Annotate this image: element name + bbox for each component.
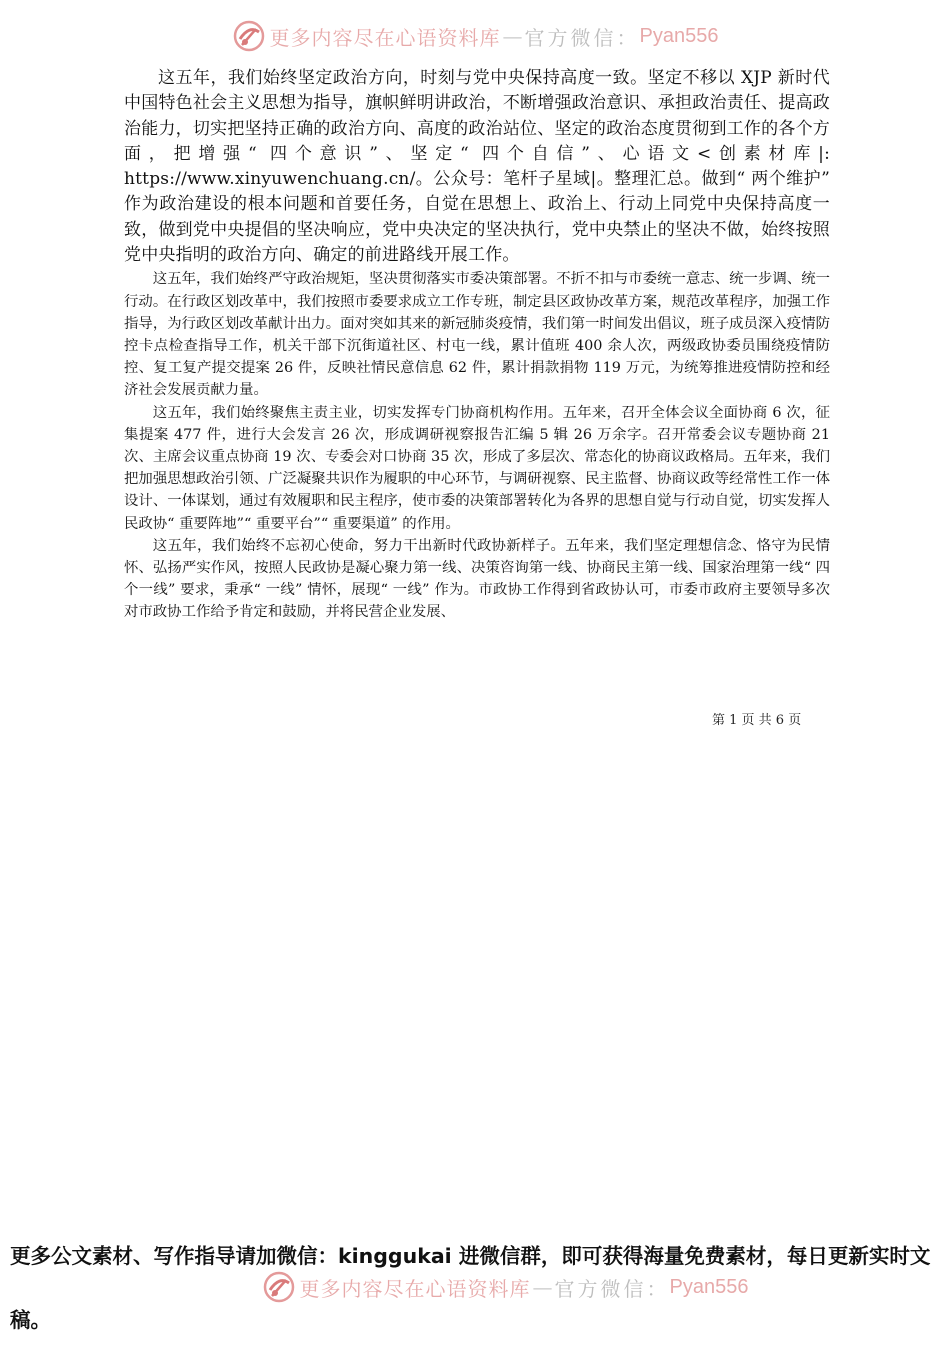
page-number: 第 1 页 共 6 页	[712, 713, 802, 728]
watermark-separator: —	[532, 1275, 553, 1299]
brand-logo-icon	[232, 19, 266, 53]
header-watermark	[0, 14, 950, 58]
watermark-id: Pyan556	[639, 24, 719, 47]
paragraph-1: 这五年，我们始终坚定政治方向，时刻与党中央保持高度一致。坚定不移以 XJP 新时代中国特色社会主义思想为指导，旗帜鲜明讲政治，不断增强政治意识、承担政治责任、提高政治能力，切实把坚持正确的政治方向、高度的政治站位、坚定的政治态度贯彻到工作的各个方面，把增强“ 四个意识”、坚定“ 四个自信”、心语文<创素材库|: https://www.xinyuwenchuang.cn/。公众号：笔杆子星域|。整理汇总。做到“ 两个维护” 作为政治建设的根本问题和首要任务，自觉在思想上、政治上、行动上同党中央保持高度一致，做到党中央提倡的坚决响应，党中央决定的坚决执行，党中央禁止的坚决不做，始终按照党中央指明的政治方向、确定的前进路线开展工作。	[124, 68, 830, 266]
brand-logo-icon	[262, 1270, 296, 1304]
paragraph-4: 这五年，我们始终不忘初心使命，努力干出新时代政协新样子。五年来，我们坚定理想信念、恪守为民情怀、弘扬严实作风，按照人民政协是凝心聚力第一线、决策咨询第一线、协商民主第一线、国家治理第一线“ 四个一线” 要求，秉承“ 一线” 情怀，展现“ 一线” 作为。市政协工作得到省政协认可，市委市政府主要领导多次对市政协工作给予肯定和鼓励，并将民营企业发展、	[124, 537, 830, 621]
watermark-label: 官方微信：	[524, 25, 640, 50]
document-body	[124, 66, 830, 624]
watermark-text: 更多内容尽在心语资料库	[299, 1276, 531, 1301]
footer-promo-note: 更多公文素材、写作指导请加微信：kinggukai 进微信群，即可获得海量免费素材，每日更新实时文稿。	[10, 1244, 931, 1332]
paragraph-3: 这五年，我们始终聚焦主责主业，切实发挥专门协商机构作用。五年来，召开全体会议全面协商 6 次，征集提案 477 件，进行大会发言 26 次，形成调研视察报告汇编 5 辑 26 万余字。召开常委会议专题协商 21 次、主席会议重点协商 19 次、专委会对口协商 35 次，形成了多层次、常态化的协商议政格局。五年来，我们把加强思想政治引领、广泛凝聚共识作为履职的中心环节，与调研视察、民主监督、协商议政等经常性工作一体设计、一体谋划，通过有效履职和民主程序，使市委的决策部署转化为各界的思想自觉与行动自觉，切实发挥人民政协“ 重要阵地”“ 重要平台”“ 重要渠道” 的作用。	[124, 404, 830, 532]
watermark-id: Pyan556	[669, 1275, 749, 1298]
watermark-text: 更多内容尽在心语资料库	[269, 25, 501, 50]
paragraph-2: 这五年，我们始终严守政治规矩，坚决贯彻落实市委决策部署。不折不扣与市委统一意志、统一步调、统一行动。在行政区划改革中，我们按照市委要求成立工作专班，制定县区政协改革方案，规范改革程序，加强工作指导，为行政区划改革献计出力。面对突如其来的新冠肺炎疫情，我们第一时间发出倡议，班子成员深入疫情防控卡点检查指导工作，机关干部下沉街道社区、村屯一线，累计值班 400 余人次，两级政协委员围绕疫情防控、复工复产提交提案 26 件，反映社情民意信息 62 件，累计捐款捐物 119 万元，为统筹推进疫情防控和经济社会发展贡献力量。	[124, 271, 830, 399]
watermark-label: 官方微信：	[554, 1276, 670, 1301]
watermark-separator: —	[502, 24, 523, 48]
footer-watermark	[30, 1265, 950, 1309]
